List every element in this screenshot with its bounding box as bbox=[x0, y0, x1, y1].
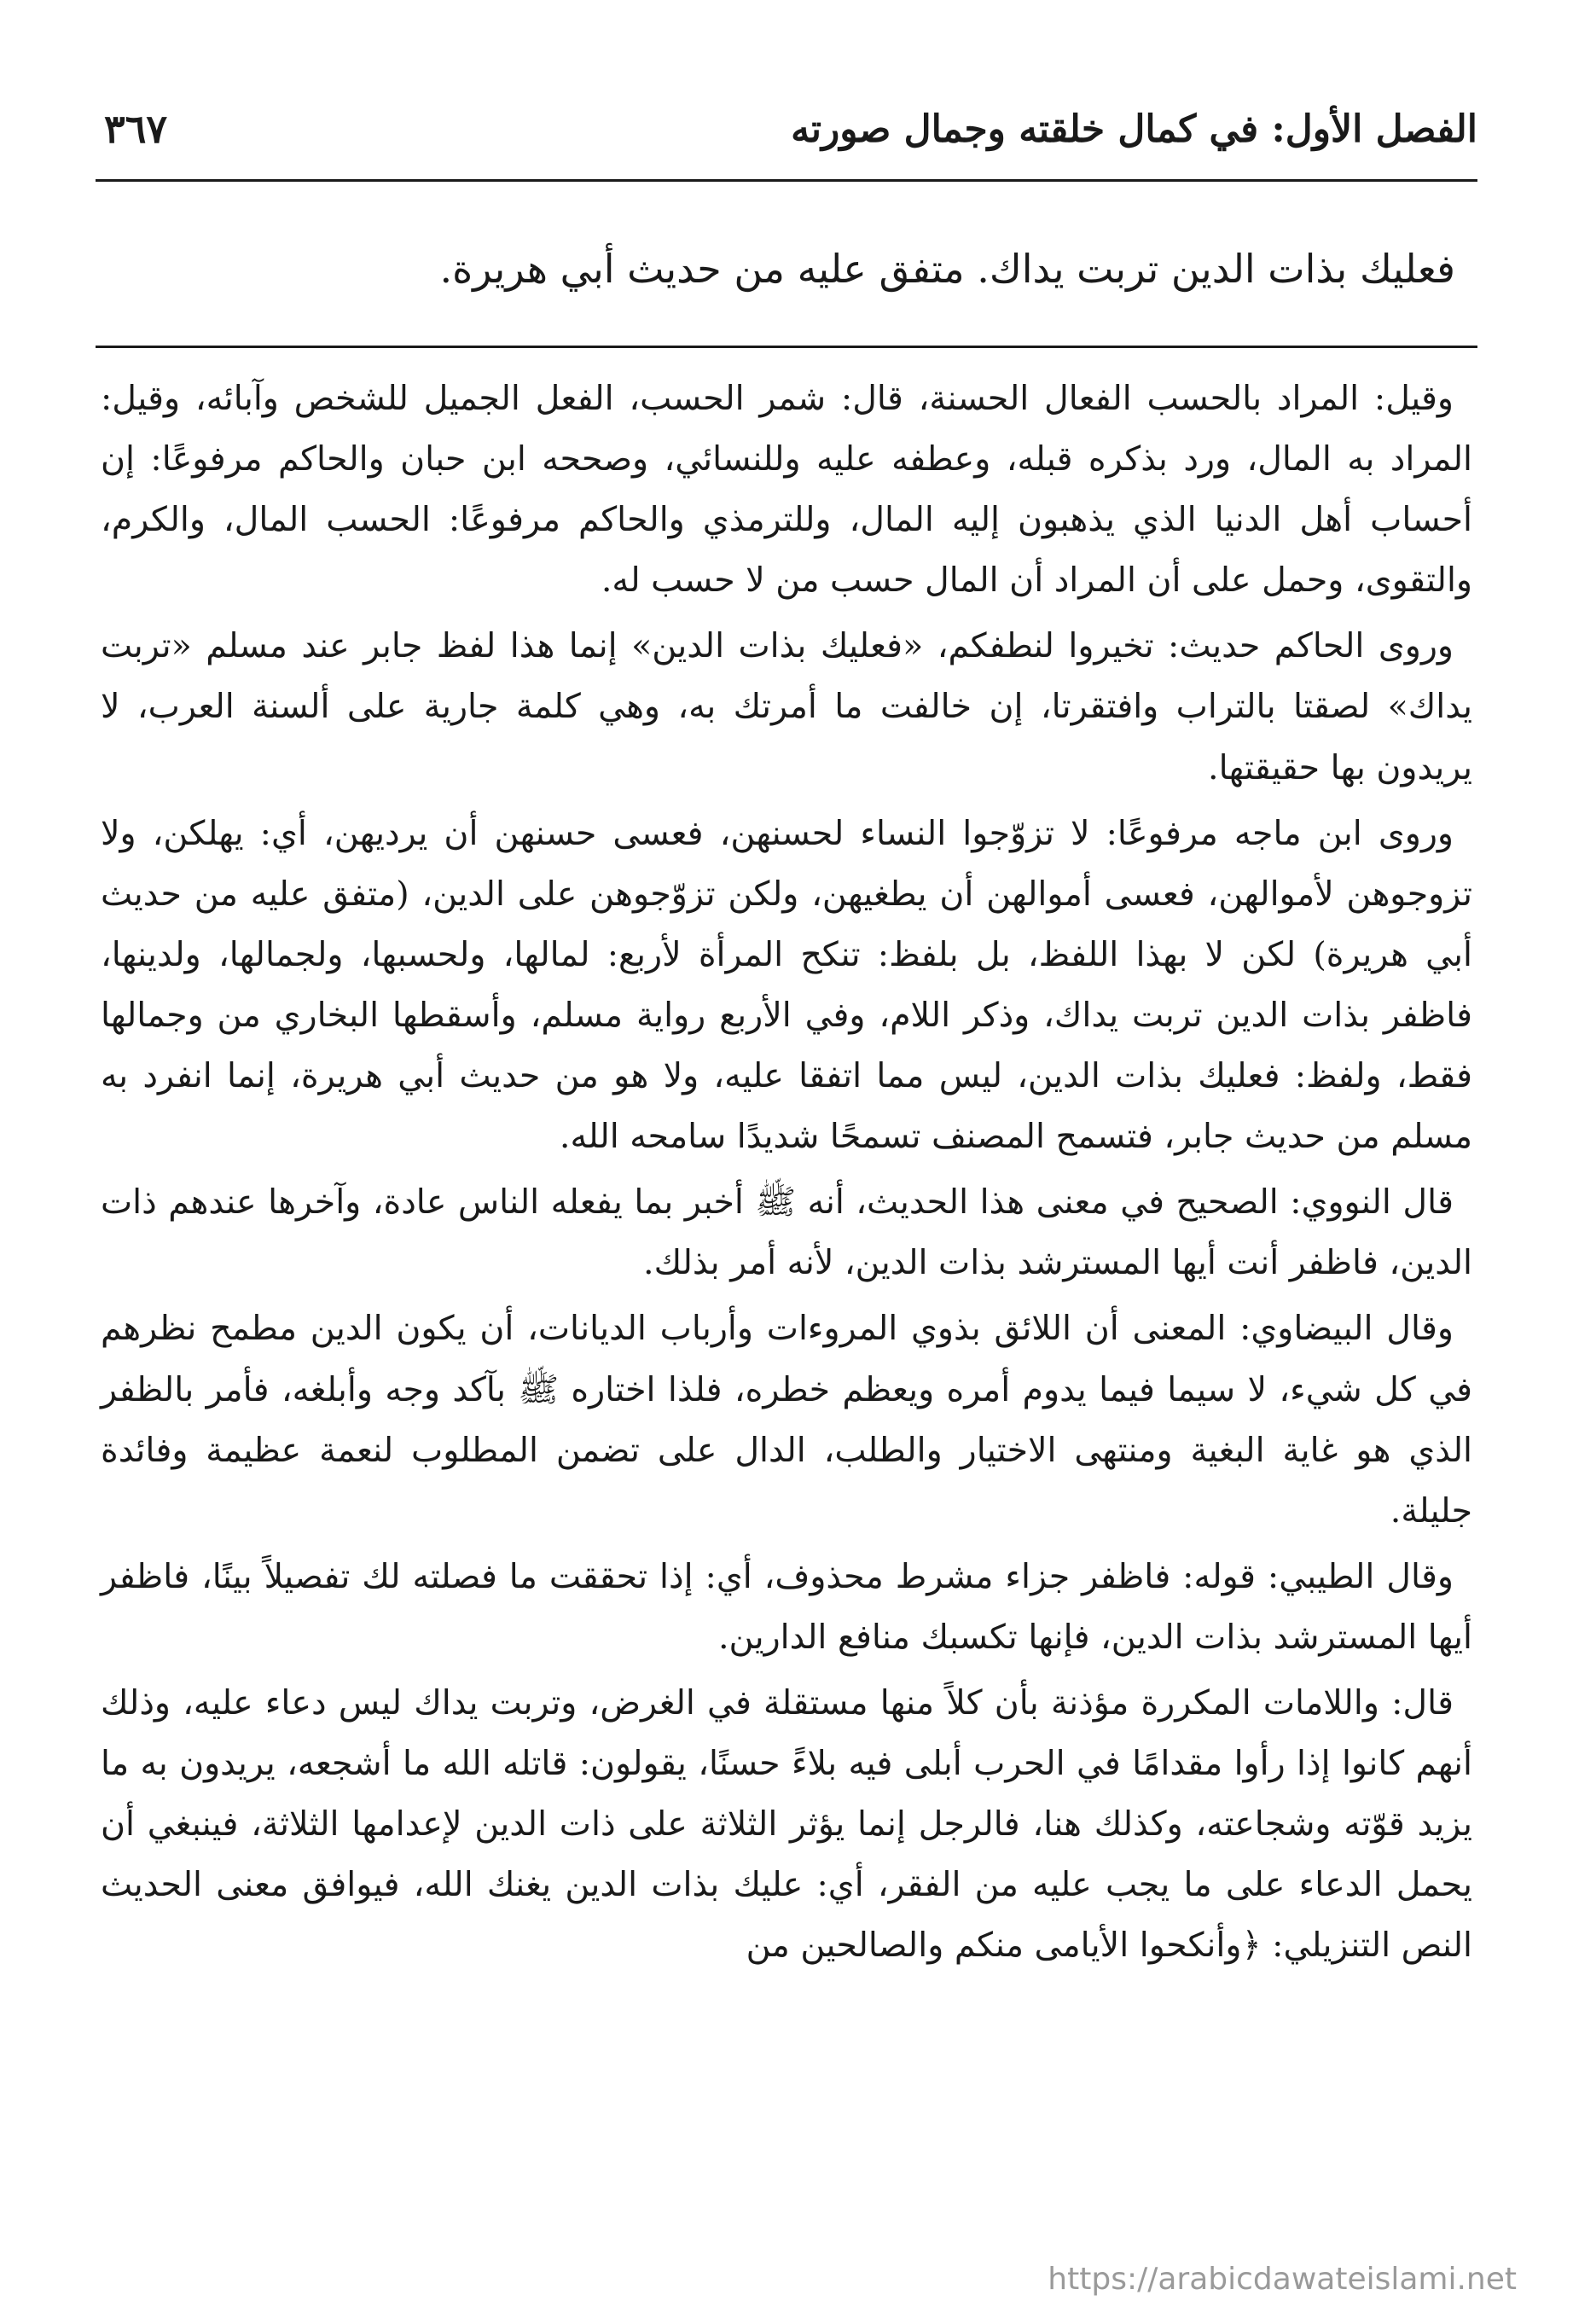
main-text: فعليك بذات الدين تربت يداك. متفق عليه من حديث أبي هريرة. bbox=[439, 246, 1455, 292]
page-number: ٣٦٧ bbox=[104, 106, 168, 152]
commentary bbox=[101, 369, 1472, 1981]
header-rule bbox=[96, 179, 1477, 182]
commentary-paragraph: وروى الحاكم حديث: تخيروا لنطفكم، «فعليك بذات الدين» إنما هذا لفظ جابر عند مسلم «تربت يداك» لصقتا بالتراب وافتقرتا، إن خالفت ما أمرتك به، وهي كلمة جارية على ألسنة العرب، لا يريدون بها حقيقتها. bbox=[101, 626, 1472, 787]
chapter-title: الفصل الأول: في كمال خلقته وجمال صورته bbox=[791, 107, 1477, 151]
commentary-paragraph: وروى ابن ماجه مرفوعًا: لا تزوّجوا النساء لحسنهن، فعسى حسنهن أن يرديهن، أي: يهلكن، ولا تزوجوهن لأموالهن، فعسى أموالهن أن يطغيهن، ولكن تزوّجوهن على الدين، (متفق عليه من حديث أبي هريرة) لكن لا بهذا اللفظ، بل بلفظ: تنكح المرأة لأربع: لمالها، ولحسبها، ولجمالها، ولدينها، فاظفر بذات الدين تربت يداك، وذكر اللام، وفي الأربع رواية مسلم، وأسقطها البخاري من وجمالها فقط، ولفظ: فعليك بذات الدين، ليس مما اتفقا عليه، ولا هو من حديث أبي هريرة، إنما انفرد به مسلم من حديث جابر، فتسمح المصنف تسمحًا شديدًا سامحه الله. bbox=[101, 813, 1472, 1157]
page-header bbox=[99, 101, 1477, 169]
commentary-paragraph: وقال البيضاوي: المعنى أن اللائق بذوي المروءات وأرباب الديانات، أن يكون الدين مطمح نظرهم في كل شيء، لا سيما فيما يدوم أمره ويعظم خطره، فلذا اختاره ﷺ بآكد وجه وأبلغه، فأمر بالظفر الذي هو غاية البغية ومنتهى الاختيار والطلب، الدال على تضمن المطلوب لنعمة عظيمة وفائدة جليلة. bbox=[101, 1309, 1472, 1531]
watermark-url: https://arabicdawateislami.net bbox=[1048, 2262, 1517, 2297]
commentary-paragraph: قال: واللامات المكررة مؤذنة بأن كلاً منها مستقلة في الغرض، وتربت يداك ليس دعاء عليه، وذلك أنهم كانوا إذا رأوا مقدامًا في الحرب أبلى فيه بلاءً حسنًا، يقولون: قاتله الله ما أشجعه، يريدون به ما يزيد قوّته وشجاعته، وكذلك هنا، فالرجل إنما يؤثر الثلاثة على ذات الدين لإعدامها الثلاثة، فينبغي أن يحمل الدعاء على ما يجب عليه من الفقر، أي: عليك بذات الدين يغنك الله، فيوافق معنى الحديث النص التنزيلي: ﴿وأنكحوا الأيامى منكم والصالحين من bbox=[101, 1682, 1472, 1966]
commentary-paragraph: وقيل: المراد بالحسب الفعال الحسنة، قال: شمر الحسب، الفعل الجميل للشخص وآبائه، وقيل: المراد به المال، ورد بذكره قبله، وعطفه عليه وللنسائي، وصححه ابن حبان والحاكم مرفوعًا: إن أحساب أهل الدنيا الذي يذهبون إليه المال، وللترمذي والحاكم مرفوعًا: الحسب المال، والكرم، والتقوى، وحمل على أن المراد أن المال حسب من لا حسب له. bbox=[101, 379, 1472, 601]
footnote-rule bbox=[96, 346, 1477, 348]
commentary-paragraph: وقال الطيبي: قوله: فاظفر جزاء مشرط محذوف، أي: إذا تحققت ما فصلته لك تفصيلاً بينًا، فاظفر أيها المسترشد بذات الدين، فإنها تكسبك منافع الدارين. bbox=[101, 1556, 1472, 1657]
commentary-paragraph: قال النووي: الصحيح في معنى هذا الحديث، أنه ﷺ أخبر بما يفعله الناس عادة، وآخرها عندهم ذات الدين، فاظفر أنت أيها المسترشد بذات الدين، لأنه أمر بذلك. bbox=[101, 1182, 1472, 1283]
